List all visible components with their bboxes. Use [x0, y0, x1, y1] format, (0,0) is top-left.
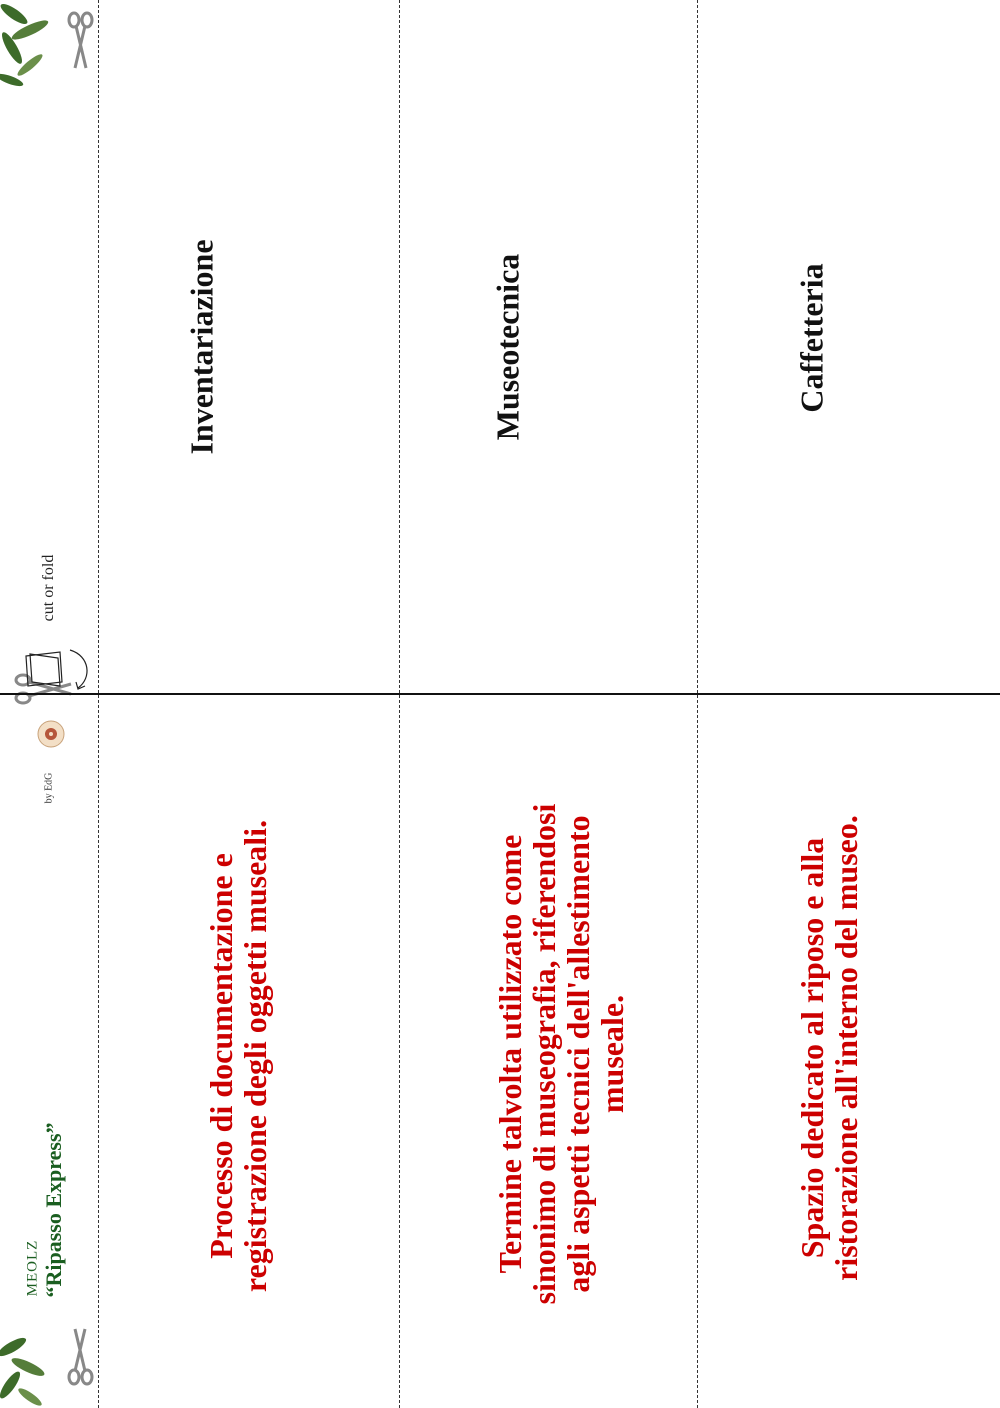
cut-line-2	[399, 0, 400, 1408]
seal-logo-icon	[37, 720, 65, 748]
definition-inventariazione: Processo di documentazione e registrazione degli oggetti museali.	[203, 819, 273, 1293]
term-inventariazione: Inventariazione	[183, 239, 220, 455]
term-caffetteria: Caffetteria	[793, 263, 830, 413]
fold-icon	[20, 648, 95, 693]
definition-museotecnica: Termine talvolta utilizzato come sinonimo di museografia, riferendosi agli aspetti tecnici dell'allestimento museale.	[492, 803, 630, 1305]
fold-line	[0, 693, 1000, 695]
cut-or-fold-label: cut or fold	[40, 554, 57, 622]
term-museotecnica: Museotecnica	[489, 253, 526, 441]
scissors-icon-top	[66, 12, 94, 72]
leaf-decoration-top-icon	[0, 0, 60, 95]
brand-label: MEOLZ	[24, 1239, 41, 1297]
cut-line-1	[98, 0, 99, 1408]
scissors-icon-bottom	[66, 1325, 94, 1387]
leaf-decoration-bottom-icon	[0, 1335, 60, 1408]
page-title: “Ripasso Express”	[41, 1122, 66, 1298]
byline: by EdG	[43, 772, 55, 804]
definition-caffetteria: Spazio dedicato al riposo e alla ristorazione all'interno del museo.	[794, 815, 864, 1281]
cut-line-3	[697, 0, 698, 1408]
